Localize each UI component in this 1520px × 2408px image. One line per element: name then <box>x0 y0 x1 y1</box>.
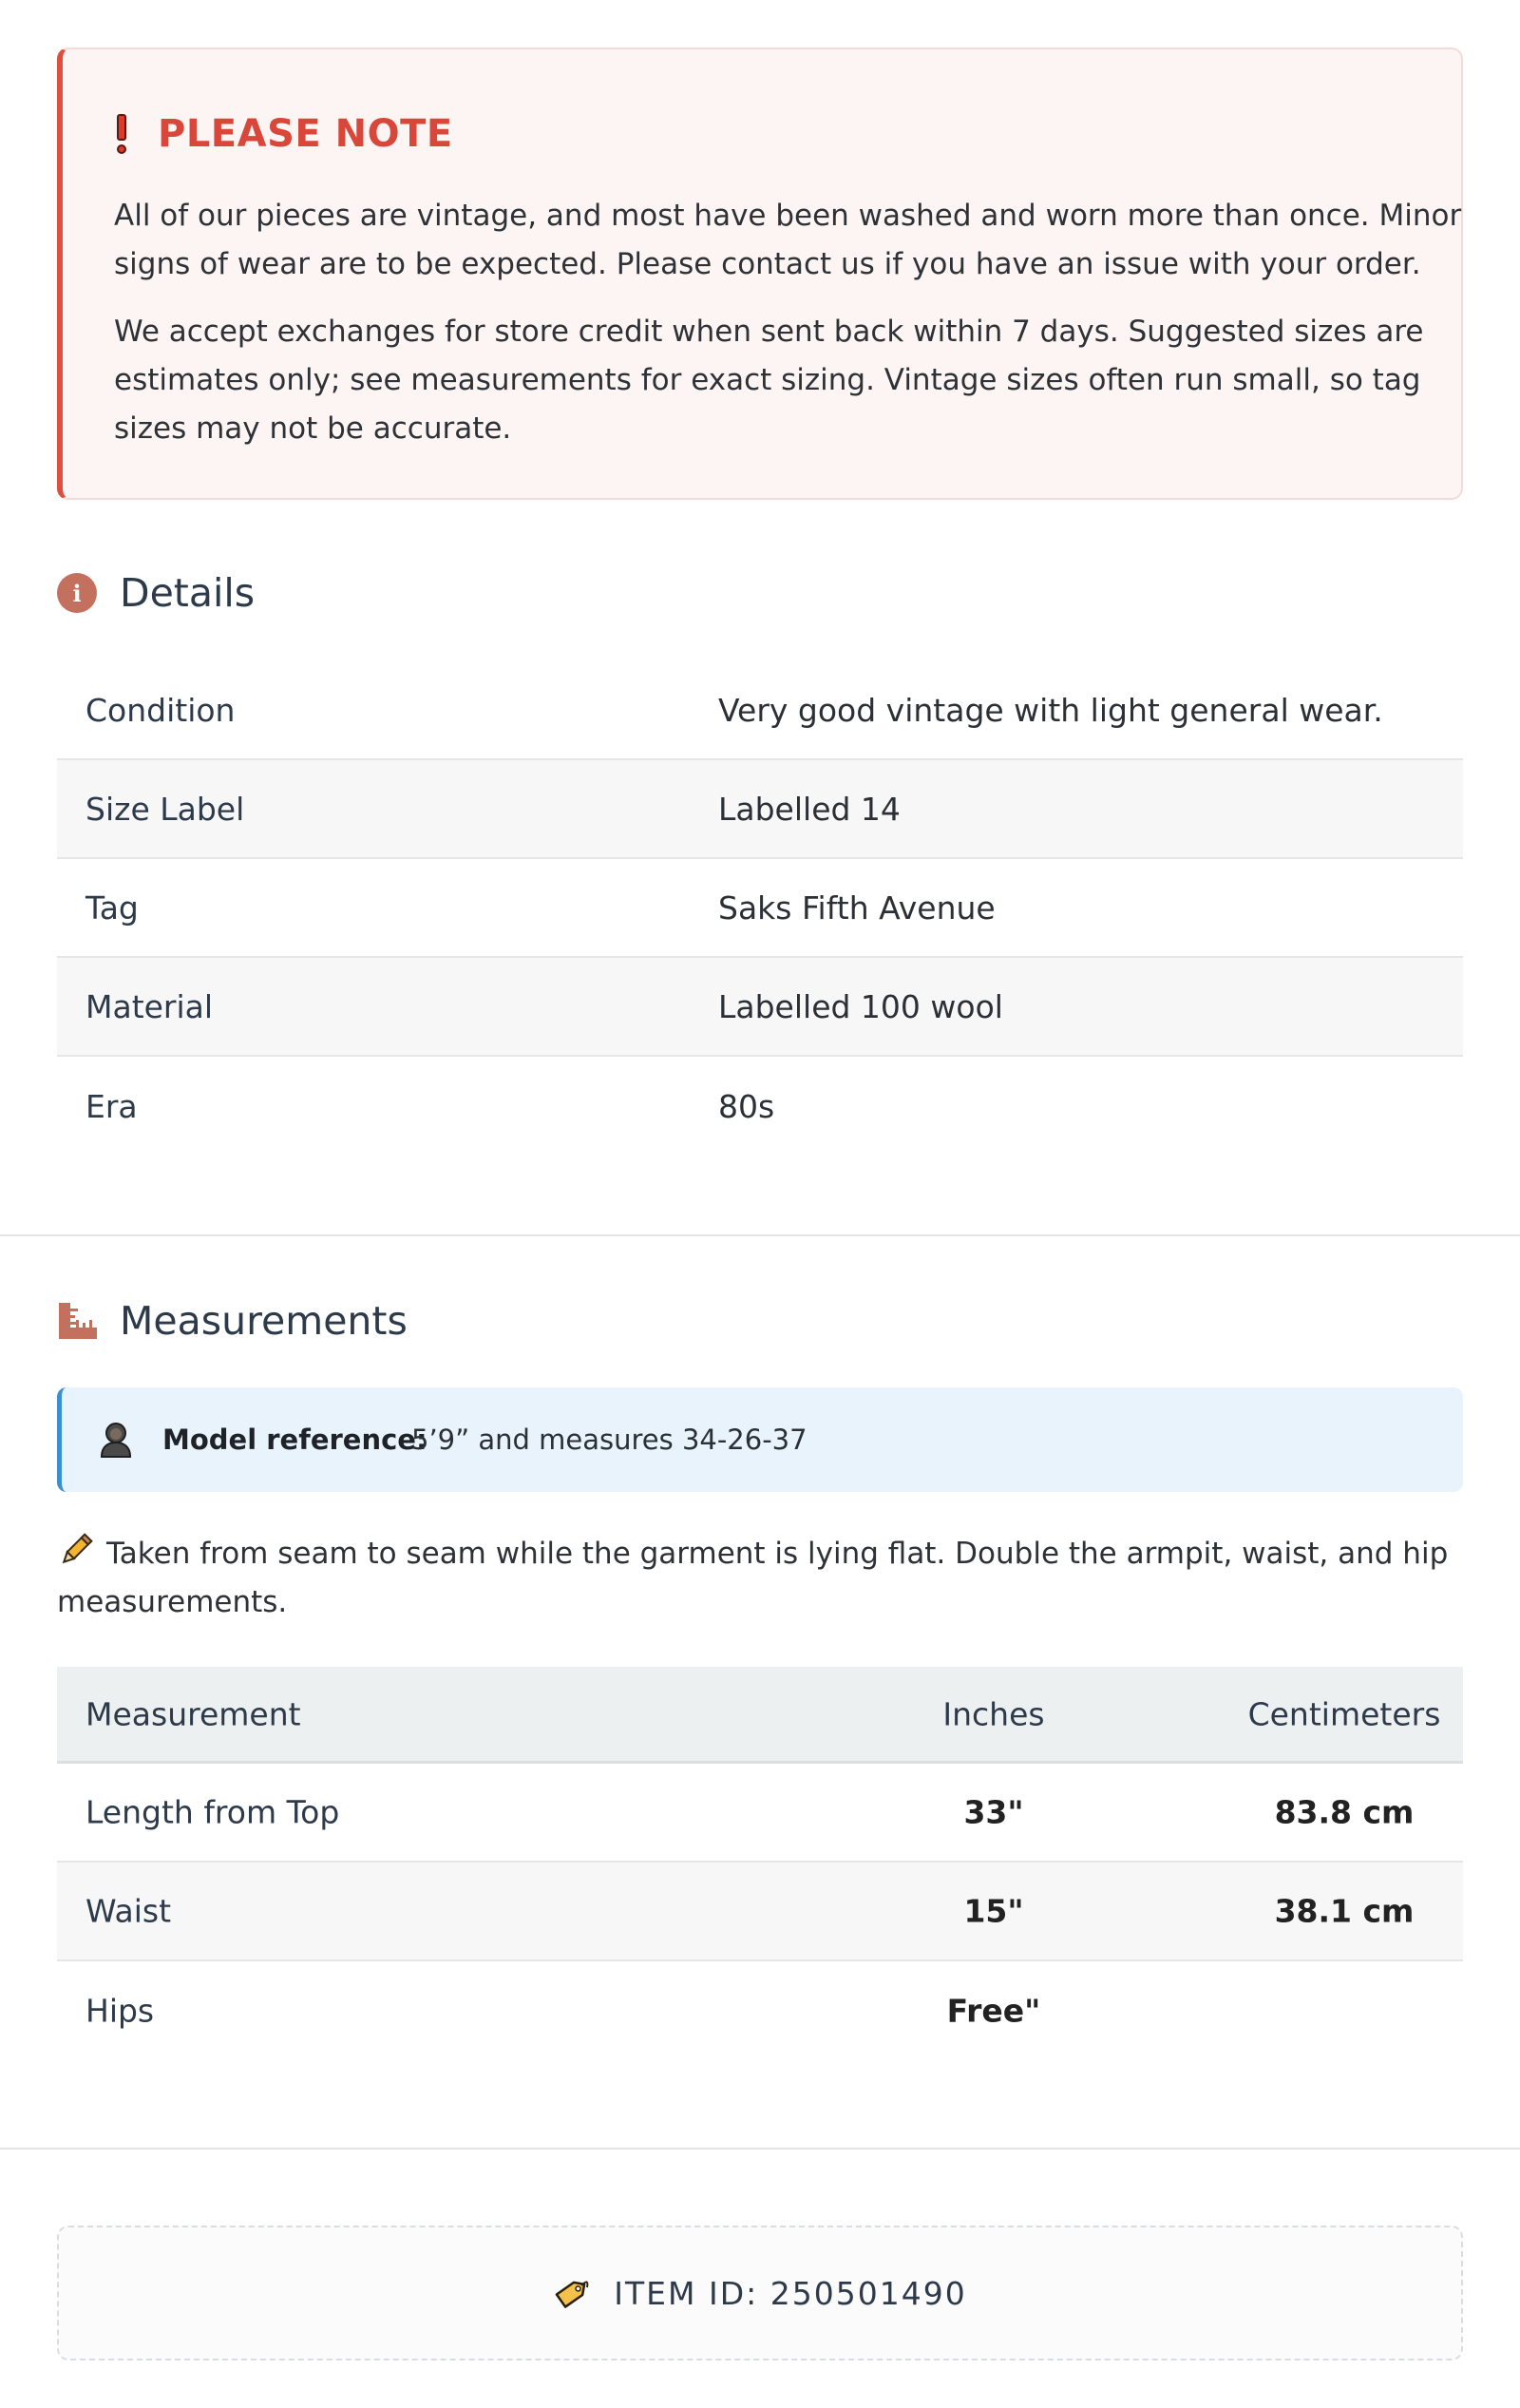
table-row <box>57 661 1463 760</box>
item-id-box <box>57 2226 1463 2360</box>
measurements-heading: Measurements <box>120 1298 408 1344</box>
table-row <box>57 958 1463 1057</box>
model-reference-value: 5’9” and measures 34-26-37 <box>411 1424 808 1456</box>
details-header <box>57 570 255 616</box>
measurement-name: Hips <box>86 1992 155 2030</box>
ruler-icon <box>57 1301 99 1341</box>
person-icon <box>100 1422 132 1458</box>
measurement-cm: 38.1 cm <box>1274 1892 1415 1930</box>
measurement-cm: 83.8 cm <box>1274 1793 1415 1831</box>
measurement-inches: Free" <box>946 1992 1041 2030</box>
details-heading: Details <box>120 570 256 616</box>
detail-key: Era <box>86 1087 138 1125</box>
measurements-header <box>57 1298 408 1344</box>
table-header-row <box>57 1667 1463 1764</box>
measurement-inches: 33" <box>963 1793 1024 1831</box>
notice-box <box>57 48 1463 500</box>
measurement-name: Length from Top <box>86 1793 340 1831</box>
section-divider <box>0 1234 1520 1236</box>
exclamation-icon <box>114 114 129 154</box>
model-reference-label: Model reference: <box>162 1424 428 1456</box>
measurement-name: Waist <box>86 1892 172 1930</box>
column-header: Inches <box>942 1695 1045 1732</box>
measurement-note <box>57 1530 1463 1627</box>
table-row <box>57 859 1463 958</box>
section-divider <box>0 2148 1520 2150</box>
detail-key: Size Label <box>86 790 245 828</box>
model-reference-box <box>57 1387 1463 1492</box>
pencil-icon <box>57 1531 95 1569</box>
notice-paragraph-1: All of our pieces are vintage, and most have been washed and worn more than once. Minor signs of wear are to be expected. Please contact us if you have an issue with your order. <box>114 199 1462 281</box>
measurements-table <box>57 1667 1463 2060</box>
detail-key: Tag <box>86 889 139 927</box>
table-row <box>57 1057 1463 1156</box>
table-row <box>57 760 1463 859</box>
measurement-note-text: Taken from seam to seam while the garment is lying flat. Double the armpit, waist, and hip measurements. <box>57 1537 1449 1619</box>
notice-title-row <box>114 112 453 156</box>
detail-value: 80s <box>718 1087 775 1125</box>
detail-value: Labelled 14 <box>718 790 901 828</box>
item-id-text: ITEM ID: 250501490 <box>614 2274 967 2312</box>
detail-value: Very good vintage with light general wear. <box>718 691 1383 729</box>
tag-icon <box>553 2274 591 2312</box>
column-header: Measurement <box>86 1695 301 1732</box>
details-table <box>57 661 1463 1156</box>
detail-key: Material <box>86 987 214 1025</box>
info-icon: i <box>57 573 97 613</box>
table-row <box>57 1961 1463 2060</box>
notice-title: PLEASE NOTE <box>158 112 453 156</box>
table-row <box>57 1764 1463 1863</box>
notice-paragraph-2: We accept exchanges for store credit when sent back within 7 days. Suggested sizes are estimates only; see measurements for exact sizing. Vintage sizes often run small, so tag sizes may not be accurate. <box>114 315 1424 446</box>
column-header: Centimeters <box>1247 1695 1441 1732</box>
table-row <box>57 1863 1463 1961</box>
detail-value: Labelled 100 wool <box>718 987 1003 1025</box>
detail-key: Condition <box>86 691 236 729</box>
measurement-inches: 15" <box>963 1892 1024 1930</box>
detail-value: Saks Fifth Avenue <box>718 889 996 927</box>
